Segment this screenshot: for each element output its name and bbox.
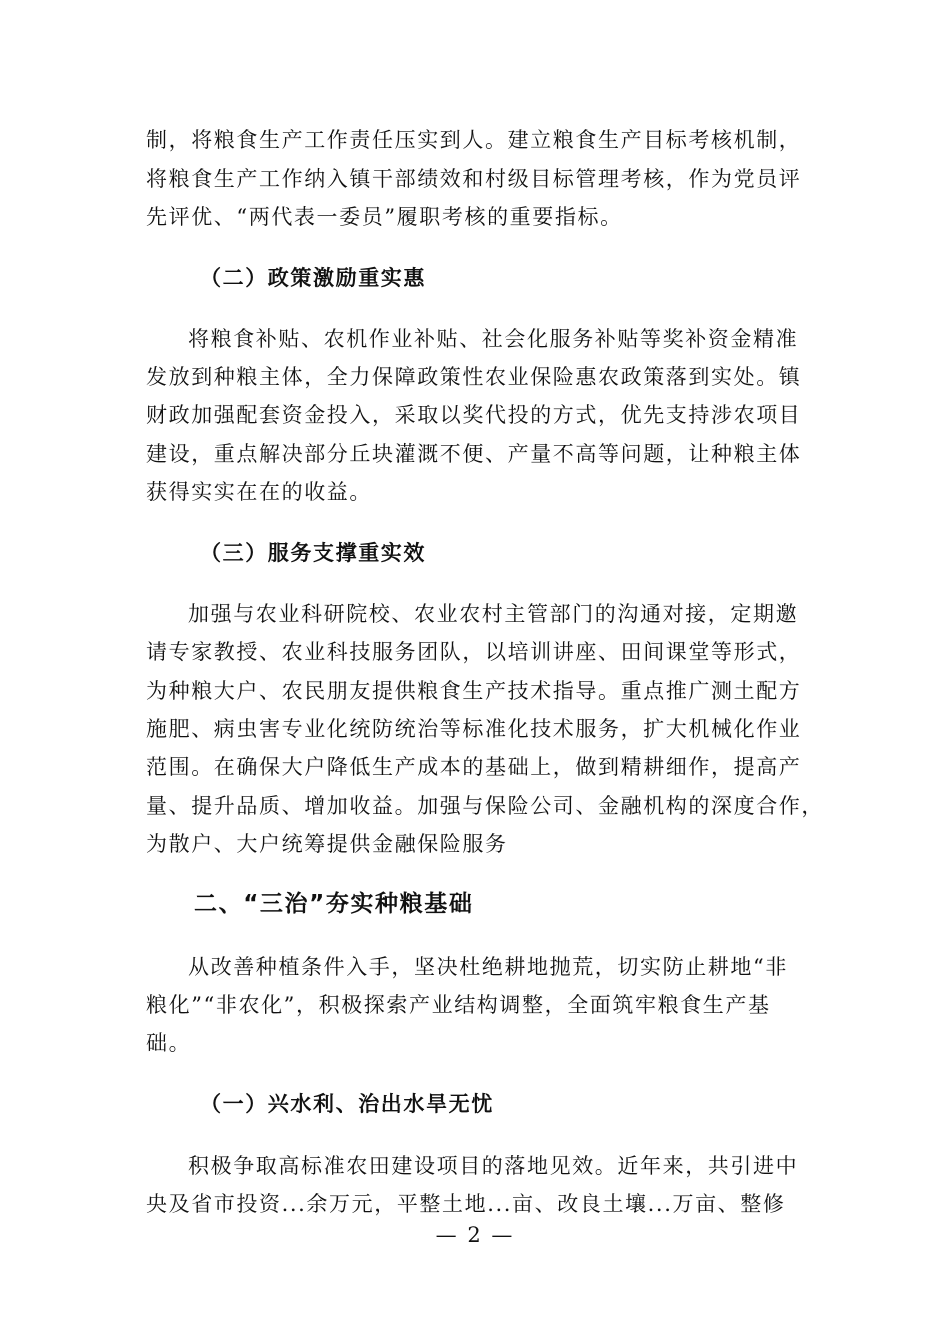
paragraph-line: 请专家教授、农业科技服务团队，以培训讲座、田间课堂等形式，: [146, 640, 802, 664]
paragraph-line: 获得实实在在的收益。: [146, 480, 372, 504]
paragraph-line: 积极争取高标准农田建设项目的落地见效。近年来，共引进中: [188, 1154, 799, 1178]
paragraph-line: 先评优、“两代表一委员”履职考核的重要指标。: [146, 205, 623, 229]
subsection-heading: （三）服务支撑重实效: [200, 541, 426, 565]
paragraph-line: 央及省市投资...余万元，平整土地...亩、改良土壤...万亩、整修: [146, 1192, 786, 1216]
paragraph-line: 施肥、病虫害专业化统防统治等标准化技术服务，扩大机械化作业: [146, 717, 802, 741]
section-heading: 二、“三治”夯实种粮基础: [194, 891, 474, 917]
subsection-heading: （一）兴水利、治出水旱无忧: [200, 1092, 494, 1116]
paragraph-line: 财政加强配套资金投入，采取以奖代投的方式，优先支持涉农项目: [146, 403, 802, 427]
paragraph-line: 粮化”“非农化”，积极探索产业结构调整，全面筑牢粮食生产基: [146, 993, 771, 1017]
paragraph-line: 将粮食补贴、农机作业补贴、社会化服务补贴等奖补资金精准: [188, 327, 799, 351]
paragraph-line: 范围。在确保大户降低生产成本的基础上，做到精耕细作，提高产: [146, 755, 802, 779]
paragraph-line: 为种粮大户、农民朋友提供粮食生产技术指导。重点推广测土配方: [146, 679, 802, 703]
subsection-heading: （二）政策激励重实惠: [200, 266, 426, 290]
paragraph-line: 发放到种粮主体，全力保障政策性农业保险惠农政策落到实处。镇: [146, 365, 802, 389]
paragraph-line: 量、提升品质、增加收益。加强与保险公司、金融机构的深度合作，: [146, 794, 824, 818]
paragraph-line: 将粮食生产工作纳入镇干部绩效和村级目标管理考核，作为党员评: [146, 167, 802, 191]
page-number: — 2 —: [435, 1223, 515, 1247]
paragraph-line: 从改善种植条件入手，坚决杜绝耕地抛荒，切实防止耕地“非: [188, 955, 788, 979]
paragraph-line: 础。: [146, 1031, 192, 1055]
paragraph-line: 加强与农业科研院校、农业农村主管部门的沟通对接，定期邀: [188, 602, 799, 626]
paragraph-line: 为散户、大户统筹提供金融保险服务: [146, 832, 508, 856]
paragraph-line: 制，将粮食生产工作责任压实到人。建立粮食生产目标考核机制，: [146, 128, 802, 152]
paragraph-line: 建设，重点解决部分丘块灌溉不便、产量不高等问题，让种粮主体: [146, 442, 802, 466]
